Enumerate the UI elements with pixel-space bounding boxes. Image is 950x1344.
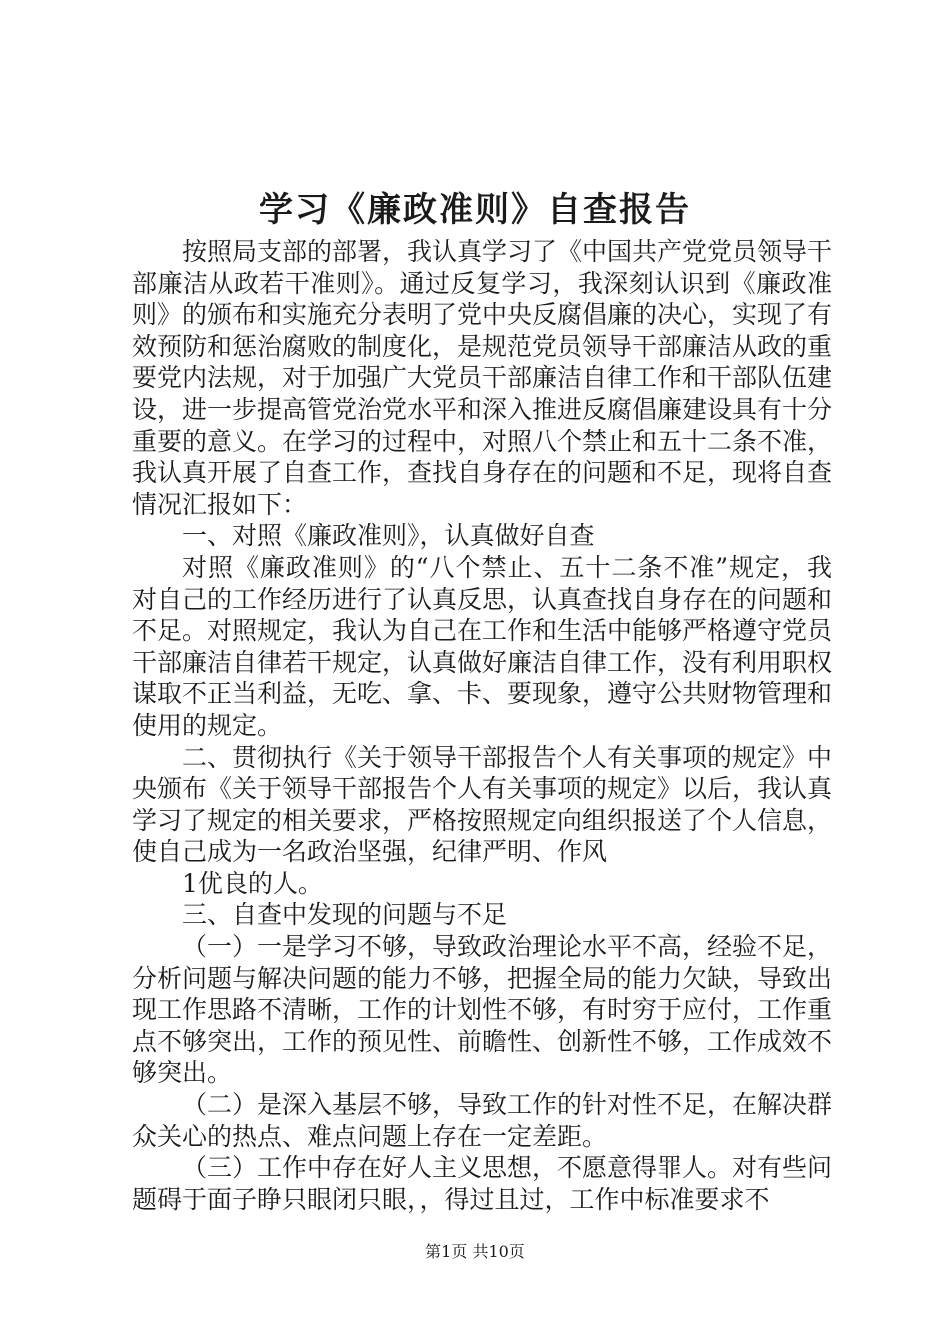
paragraph-section-2-continued: 1优良的人。 bbox=[182, 868, 323, 898]
paragraph-item-1: （一）一是学习不够，导致政治理论水平不高，经验不足，分析问题与解决问题的能力不够，把握全局的能力欠缺，导致出现工作思路不清晰，工作的计划性不够，有时穷于应付，工作重点不够突出，工作的预见性、前瞻性、创新性不够，工作成效不够突出。 bbox=[132, 932, 833, 1088]
heading-section-1: 一、对照《廉政准则》，认真做好自查 bbox=[182, 521, 595, 551]
paragraph-section-1: 对照《廉政准则》的“八个禁止、五十二条不准”规定，我对自己的工作经历进行了认真反思，认真查找自身存在的问题和不足。对照规定，我认为自己在工作和生活中能够严格遵守党员干部廉洁自律若干规定，认真做好廉洁自律工作，没有利用职权谋取不正当利益，无吃、拿、卡、要现象，遵守公共财物管理和使用的规定。 bbox=[132, 552, 833, 740]
paragraph-section-2: 二、贯彻执行《关于领导干部报告个人有关事项的规定》中央颁布《关于领导干部报告个人有关事项的规定》以后，我认真学习了规定的相关要求，严格按照规定向组织报送了个人信息，使自己成为一名政治坚强，纪律严明、作风 bbox=[132, 742, 833, 867]
paragraph-item-3: （三）工作中存在好人主义思想，不愿意得罪人。对有些问题碍于面子睁只眼闭只眼，，得过且过，工作中标准要求不 bbox=[132, 1153, 833, 1214]
document-body bbox=[132, 236, 832, 1215]
heading-section-3: 三、自查中发现的问题与不足 bbox=[182, 900, 508, 930]
page-number: 第1页 共10页 bbox=[425, 1242, 525, 1261]
document-title: 学习《廉政准则》自查报告 bbox=[259, 190, 691, 230]
paragraph-item-2: （二）是深入基层不够，导致工作的针对性不足，在解决群众关心的热点、难点问题上存在一定差距。 bbox=[132, 1090, 833, 1151]
paragraph-intro: 按照局支部的部署，我认真学习了《中国共产党党员领导干部廉洁从政若干准则》。通过反复学习，我深刻认识到《廉政准则》的颁布和实施充分表明了党中央反腐倡廉的决心，实现了有效预防和惩治腐败的制度化，是规范党员领导干部廉洁从政的重要党内法规，对于加强广大党员干部廉洁自律工作和干部队伍建设，进一步提高管党治党水平和深入推进反腐倡廉建设具有十分重要的意义。在学习的过程中，对照八个禁止和五十二条不准，我认真开展了自查工作，查找自身存在的问题和不足，现将自查情况汇报如下： bbox=[132, 237, 833, 519]
